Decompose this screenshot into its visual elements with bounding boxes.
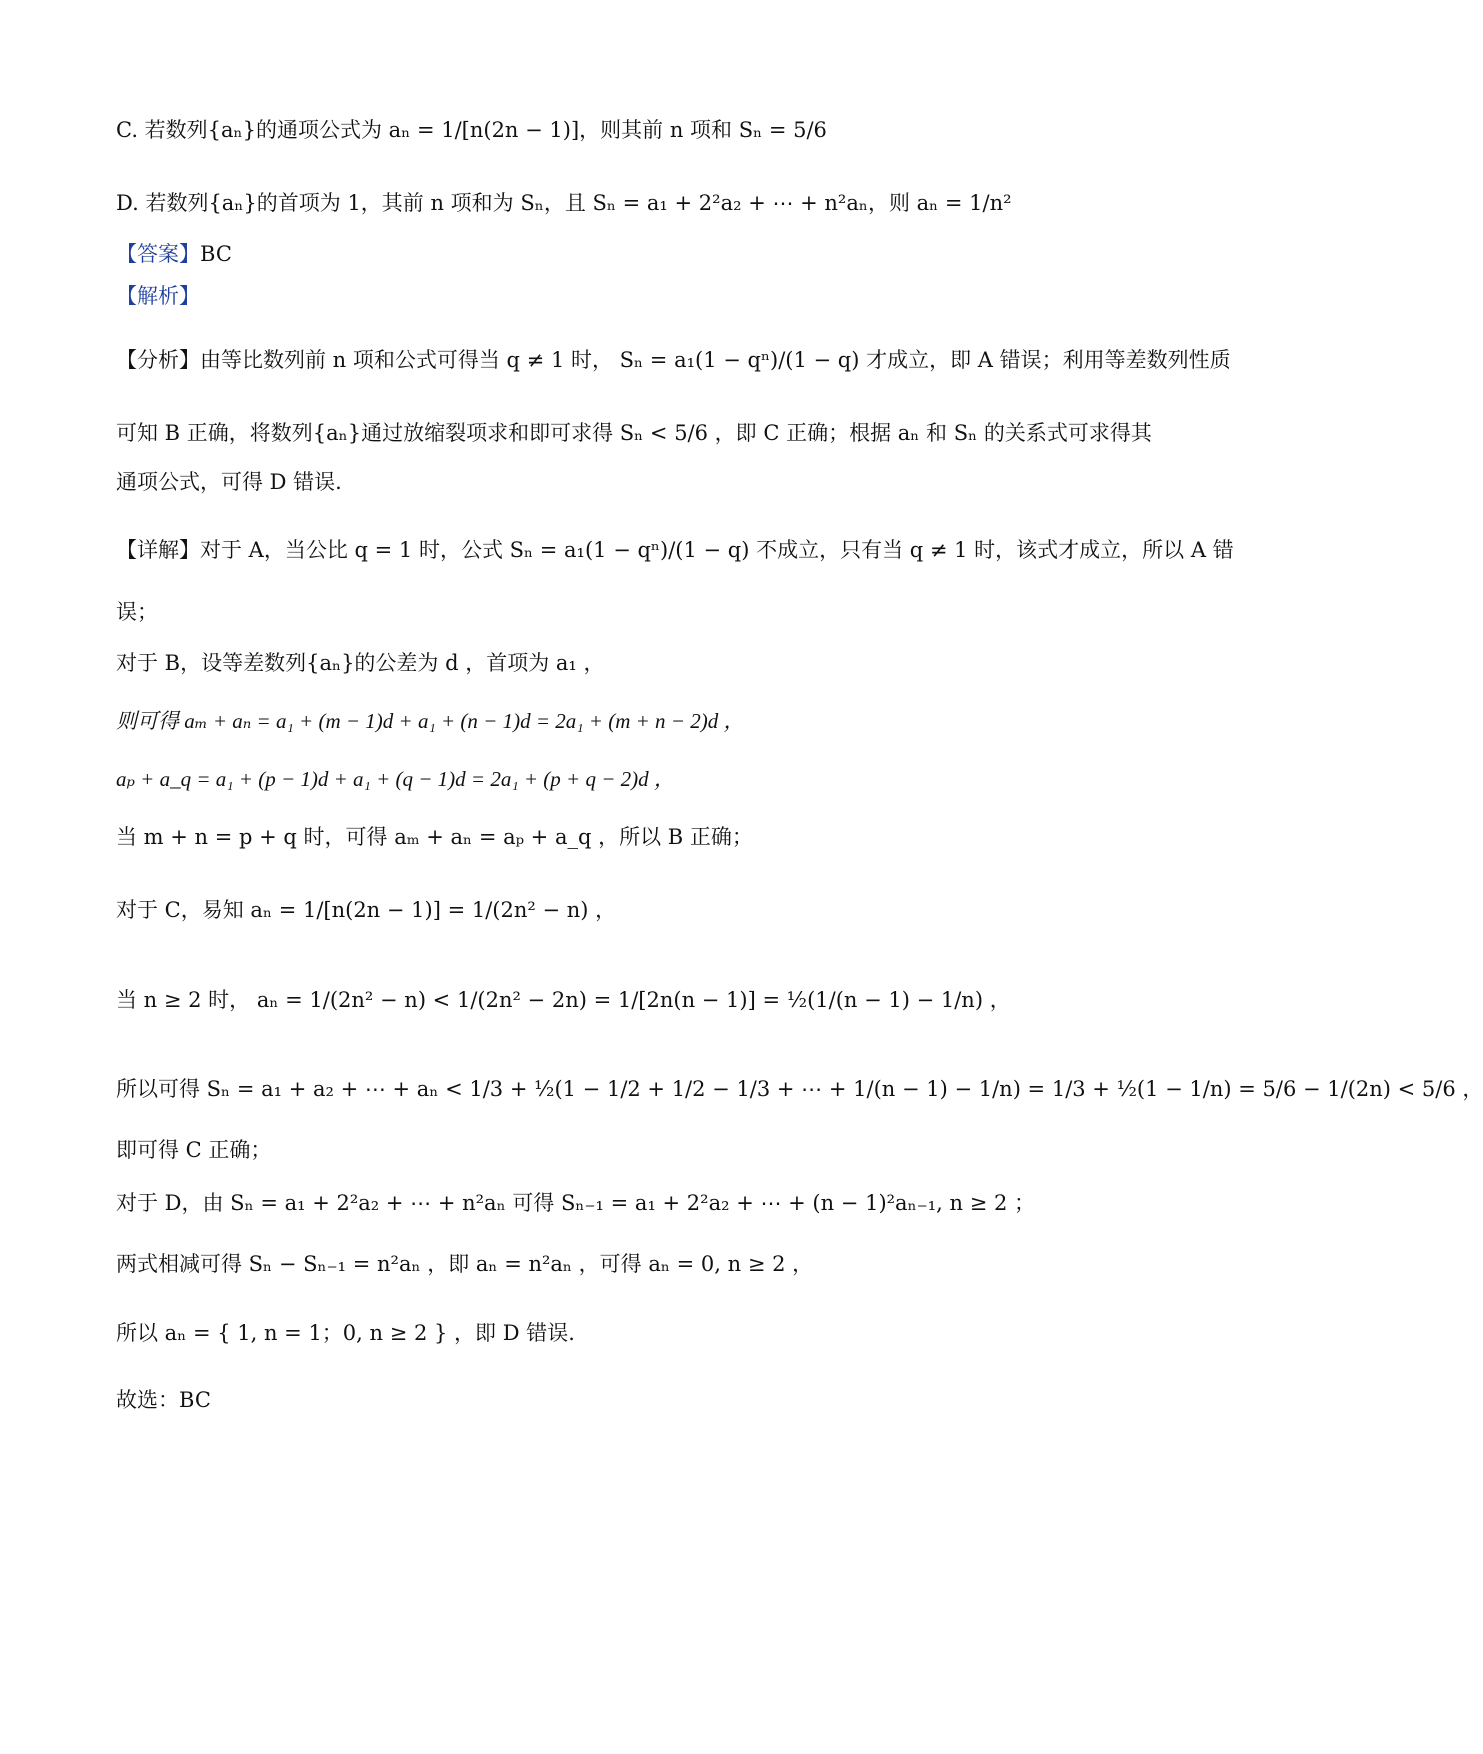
c-text-3: 所以可得 Sₙ = a₁ + a₂ + ⋯ + aₙ < 1/3 + ½(1 − 1/2 + 1/2 − 1/3 + ⋯ + 1/(n − 1) − 1/n) = 1/3 + ½(1 − 1/n) = 5/6 − 1/(2n) < 5/6 ， (116, 1077, 1483, 1101)
fenxi-label: 【分析】 (116, 348, 200, 372)
answer-label: 【答案】 (116, 242, 200, 266)
option-c-text: C. 若数列{aₙ}的通项公式为 aₙ = 1/[n(2n − 1)]，则其前 n 项和 Sₙ = 5/6 (116, 118, 827, 142)
c-text-2: 当 n ≥ 2 时， aₙ = 1/(2n² − n) < 1/(2n² − 2n) = 1/[2n(n − 1)] = ½(1/(n − 1) − 1/n) ， (116, 988, 1011, 1012)
xiangjie-text-2: 误； (116, 600, 158, 624)
option-c-line (116, 115, 1141, 145)
option-d-text: D. 若数列{aₙ}的首项为 1，其前 n 项和为 Sₙ，且 Sₙ = a₁ + 2²a₂ + ⋯ + n²aₙ，则 aₙ = 1/n² (116, 191, 1012, 215)
answer-line (116, 239, 1141, 269)
answer-text: BC (200, 242, 232, 266)
fenxi-text-3: 通项公式，可得 D 错误. (116, 470, 342, 494)
b-text-1: 对于 B，设等差数列{aₙ}的公差为 d ，首项为 a₁ ， (116, 651, 605, 675)
c-line-2 (116, 985, 1141, 1015)
analysis-heading-label: 【解析】 (116, 284, 200, 308)
fenxi-text-2: 可知 B 正确，将数列{aₙ}通过放缩裂项求和即可求得 Sₙ < 5/6 ，即 C 正确；根据 aₙ 和 Sₙ 的关系式可求得其 (116, 421, 1152, 445)
conclusion-line (116, 1385, 1141, 1415)
d-line-1 (116, 1188, 1141, 1218)
d-line-3 (116, 1318, 1141, 1348)
d-text-2: 两式相减可得 Sₙ − Sₙ₋₁ = n²aₙ ，即 aₙ = n²aₙ ，可得 aₙ = 0, n ≥ 2 ， (116, 1252, 814, 1276)
xiangjie-text-1: 对于 A，当公比 q = 1 时，公式 Sₙ = a₁(1 − qⁿ)/(1 − q) 不成立，只有当 q ≠ 1 时，该式才成立，所以 A 错 (200, 538, 1234, 562)
analysis-heading-line (116, 281, 1141, 311)
b-line-3 (116, 764, 1141, 794)
c-line-4 (116, 1135, 1141, 1165)
c-line-3 (116, 1074, 1483, 1104)
xiangjie-line-2 (116, 597, 1141, 627)
b-text-2: 则可得 aₘ + aₙ = a₁ + (m − 1)d + a₁ + (n − 1)d = 2a₁ + (m + n − 2)d ， (116, 709, 745, 733)
b-text-4: 当 m + n = p + q 时，可得 aₘ + aₙ = aₚ + a_q ，所以 B 正确； (116, 825, 753, 849)
b-line-2 (116, 706, 1141, 736)
xiangjie-label: 【详解】 (116, 538, 200, 562)
b-text-3: aₚ + a_q = a₁ + (p − 1)d + a₁ + (q − 1)d = 2a₁ + (p + q − 2)d ， (116, 767, 675, 791)
fenxi-line-1 (116, 345, 1231, 375)
xiangjie-line-1 (116, 535, 1234, 565)
c-line-1 (116, 895, 1141, 925)
option-d-line (116, 188, 1141, 218)
d-text-1: 对于 D，由 Sₙ = a₁ + 2²a₂ + ⋯ + n²aₙ 可得 Sₙ₋₁ = a₁ + 2²a₂ + ⋯ + (n − 1)²aₙ₋₁, n ≥ 2 ； (116, 1191, 1036, 1215)
fenxi-line-3 (116, 467, 1141, 497)
fenxi-line-2 (116, 418, 1152, 448)
fenxi-text-1: 由等比数列前 n 项和公式可得当 q ≠ 1 时， Sₙ = a₁(1 − qⁿ)/(1 − q) 才成立，即 A 错误；利用等差数列性质 (200, 348, 1231, 372)
b-line-1 (116, 648, 1141, 678)
conclusion-text: 故选：BC (116, 1388, 211, 1412)
c-text-1: 对于 C，易知 aₙ = 1/[n(2n − 1)] = 1/(2n² − n) ， (116, 898, 617, 922)
d-line-2 (116, 1249, 1141, 1279)
c-text-4: 即可得 C 正确； (116, 1138, 272, 1162)
d-text-3: 所以 aₙ = { 1, n = 1；0, n ≥ 2 } ，即 D 错误. (116, 1321, 575, 1345)
b-line-4 (116, 822, 1141, 852)
